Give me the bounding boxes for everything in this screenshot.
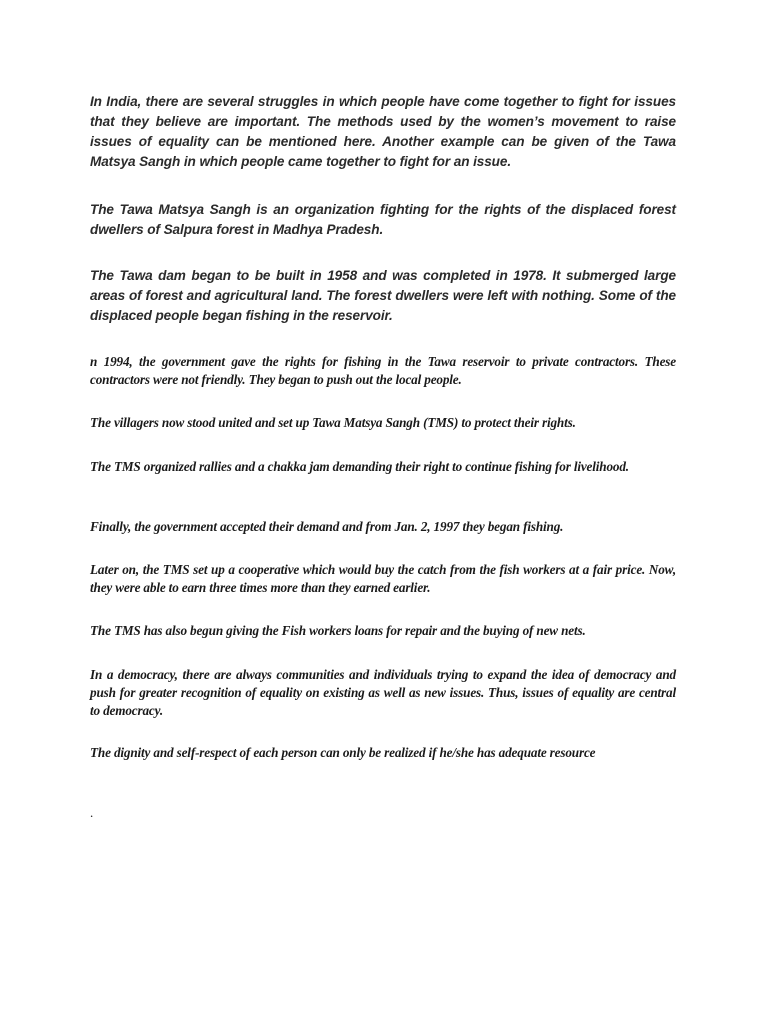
paragraph-tms-organization: The Tawa Matsya Sangh is an organization fighting for the rights of the displaced forest dwellers of Salpura forest in Madhya Pradesh. — [90, 202, 676, 237]
paragraph-loans: The TMS has also begun giving the Fish workers loans for repair and the buying of new nets. — [90, 623, 586, 638]
paragraph-cooperative: Later on, the TMS set up a cooperative which would buy the catch from the fish workers at a fair price. Now, they were able to earn three times more than they earned earlier. — [90, 562, 676, 595]
paragraph-democracy: In a democracy, there are always communities and individuals trying to expand the idea of democracy and push for greater recognition of equality on existing as well as new issues. Thus, issues of equality are central to democracy. — [90, 667, 676, 718]
paragraph-dignity: The dignity and self-respect of each person can only be realized if he/she has adequate resource — [90, 745, 596, 760]
trailing-period: . — [90, 805, 94, 820]
paragraph-rallies: The TMS organized rallies and a chakka jam demanding their right to continue fishing for livelihood. — [90, 459, 629, 474]
paragraph-villagers-united: The villagers now stood united and set up Tawa Matsya Sangh (TMS) to protect their rights. — [90, 415, 576, 430]
paragraph-demand-accepted: Finally, the government accepted their demand and from Jan. 2, 1997 they began fishing. — [90, 519, 564, 534]
paragraph-india-struggles: In India, there are several struggles in which people have come together to fight for issues that they believe are important. The methods used by the women’s movement to raise issues of equality can be mentioned here. Another example can be given of the Tawa Matsya Sangh in which people came together to fight for an issue. — [90, 94, 676, 169]
paragraph-tawa-dam: The Tawa dam began to be built in 1958 and was completed in 1978. It submerged large areas of forest and agricultural land. The forest dwellers were left with nothing. Some of the displaced people began fishing in the reservoir. — [90, 268, 676, 323]
paragraph-1994-contractors: n 1994, the government gave the rights for fishing in the Tawa reservoir to private contractors. These contractors were not friendly. They began to push out the local people. — [90, 354, 676, 387]
